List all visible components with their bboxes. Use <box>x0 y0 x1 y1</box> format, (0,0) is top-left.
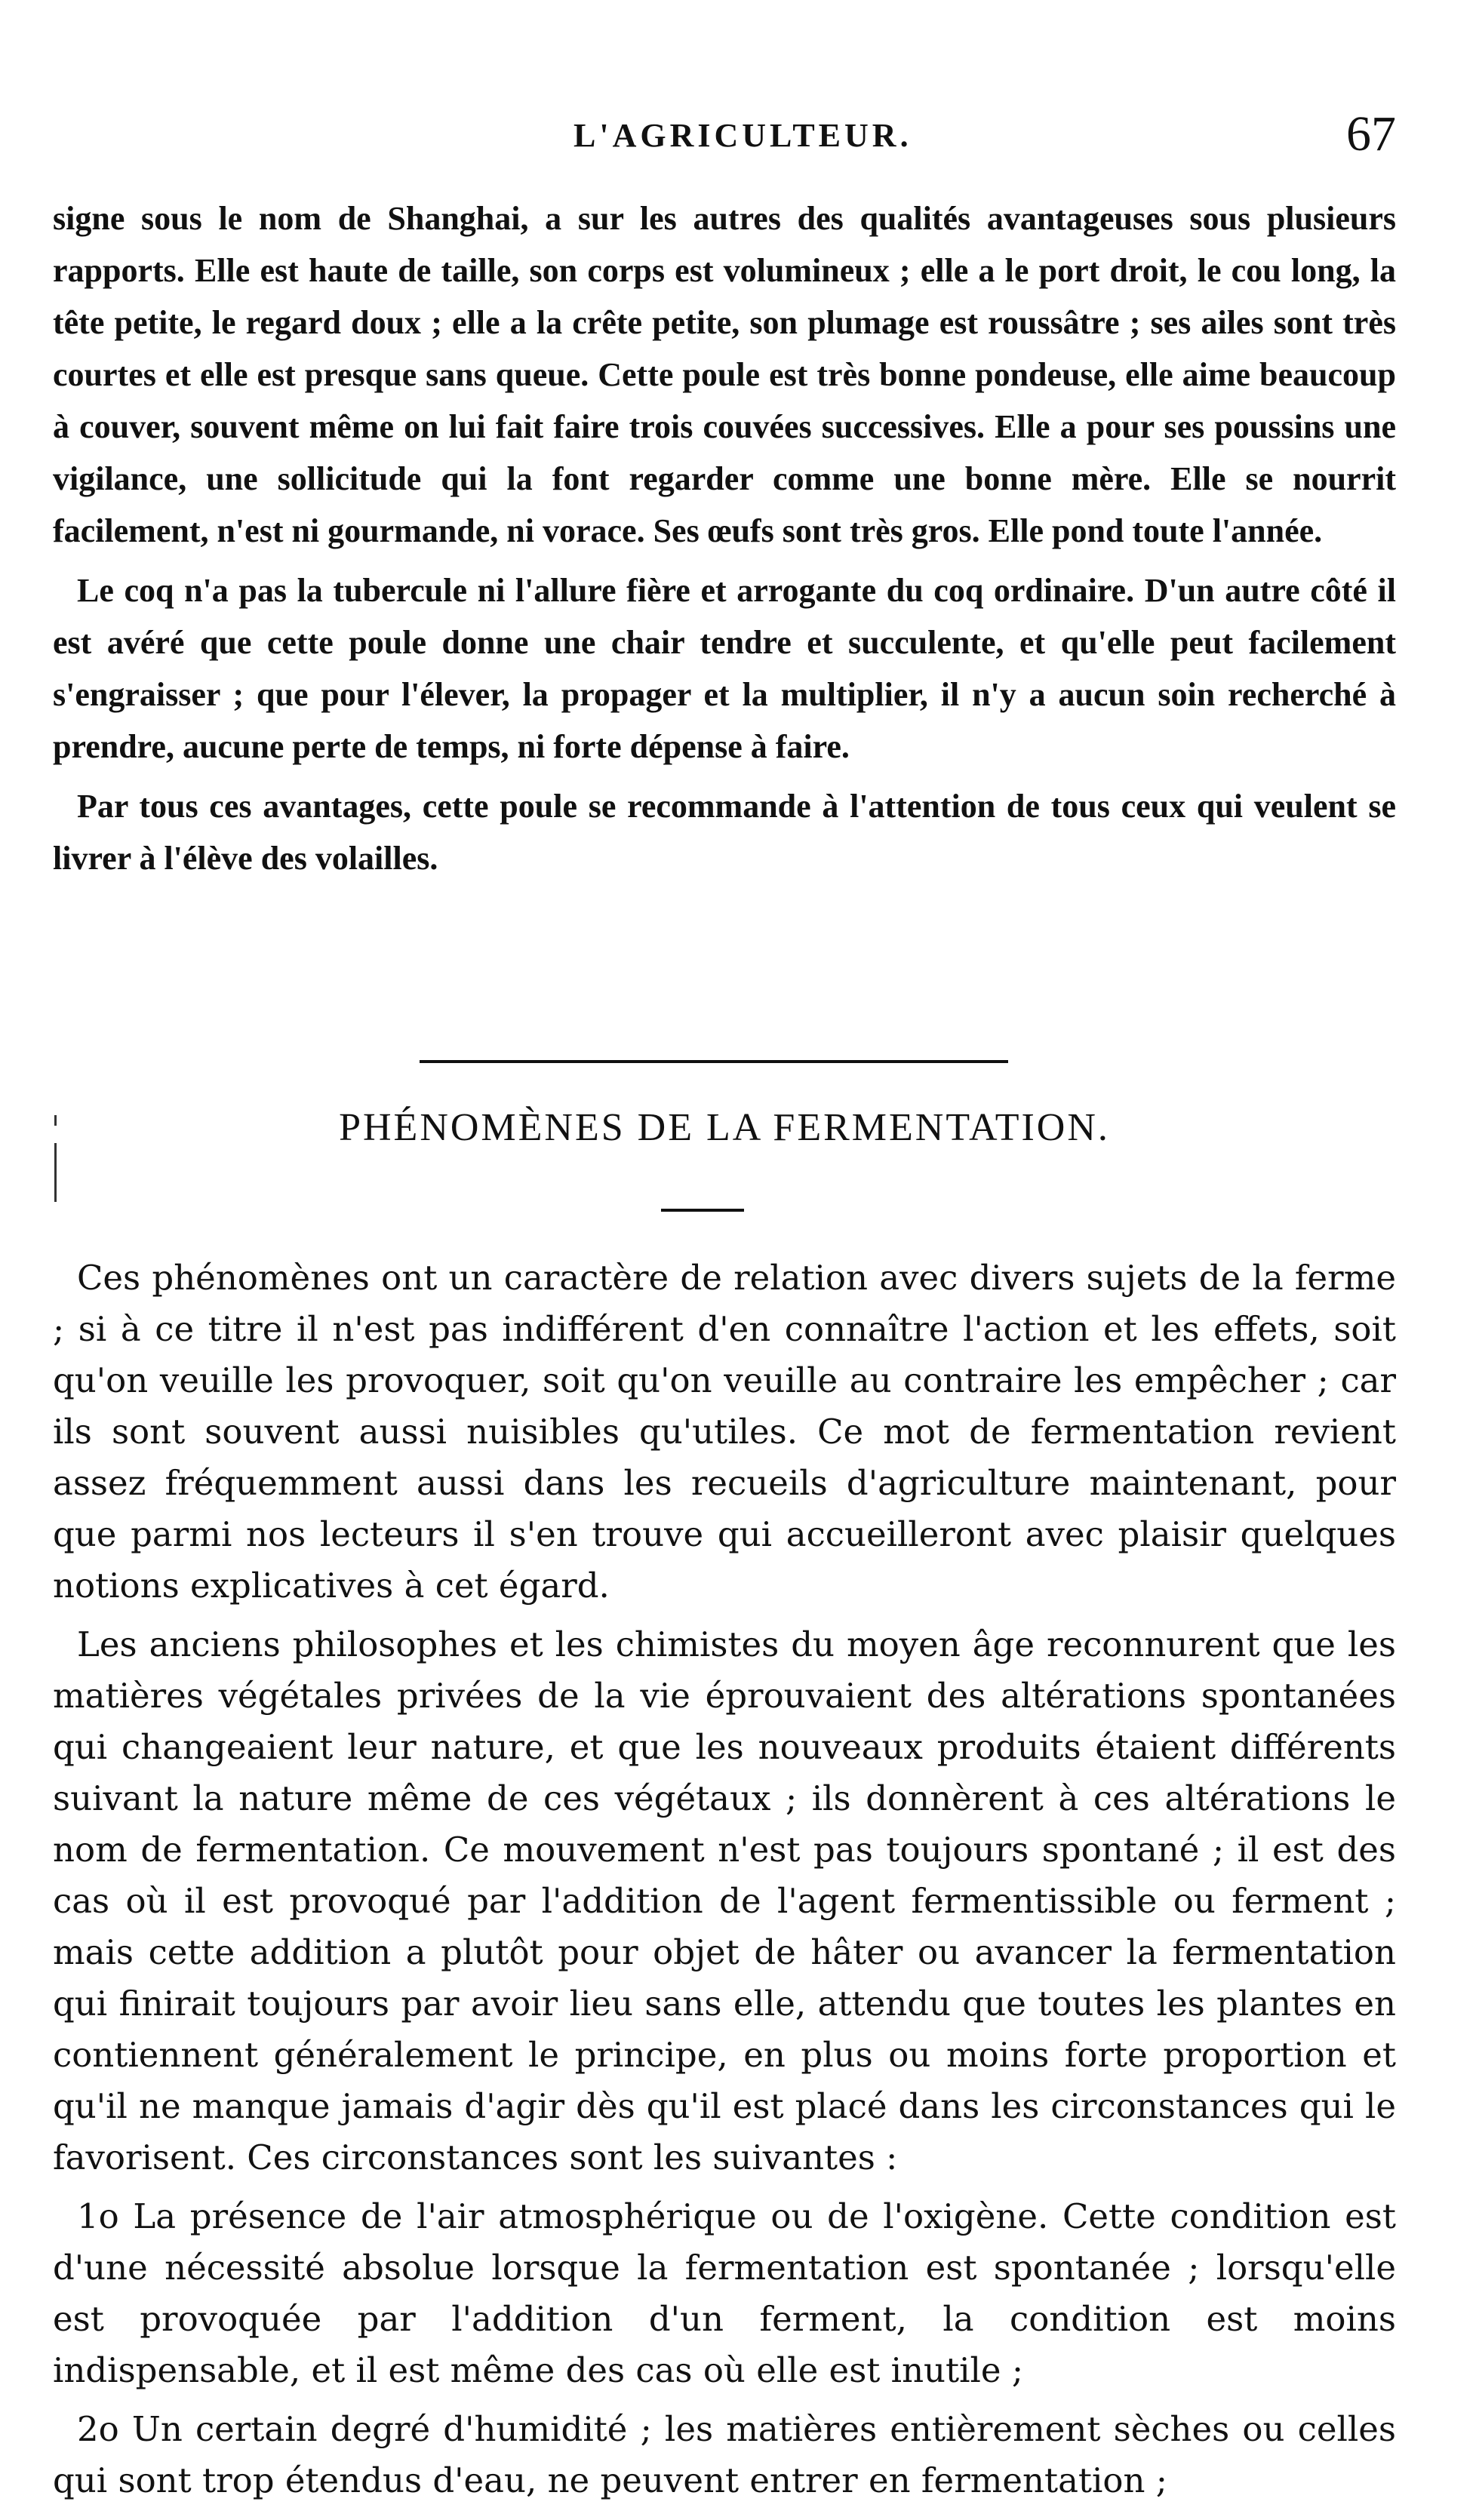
section-rule <box>420 1060 1008 1063</box>
title-rule <box>661 1209 744 1212</box>
paragraph: signe sous le nom de Shanghai, a sur les autres des qualités avantageuses sous plusieurs rapports. Elle est haute de taille, son corps est volumineux ; elle a le port droit, le cou long, la tête petite, le regard doux ; elle a la crête petite, son plumage est roussâtre ; ses ailes sont très courtes et elle est presque sans queue. Cette poule est très bonne pondeuse, elle aime beaucoup à couver, souvent même on lui fait faire trois couvées successives. Elle a pour ses poussins une vigilance, une sollicitude qui la font regarder comme une bonne mère. Elle se nourrit facilement, n'est ni gourmande, ni vorace. Ses œufs sont très gros. Elle pond toute l'année. <box>53 200 1396 549</box>
paragraph: 1o La présence de l'air atmosphérique ou de l'oxigène. Cette condition est d'une nécessité absolue lorsque la fermentation est spontanée ; lorsqu'elle est provoquée par l'addition d'un ferment, la condition est moins indispensable, et il est même des cas où elle est inutile ; <box>53 2196 1396 2390</box>
running-title: L'AGRICULTEUR. <box>573 117 912 154</box>
paragraph: Ces phénomènes ont un caractère de relation avec divers sujets de la ferme ; si à ce titre il n'est pas indifférent d'en connaître l'action et les effets, soit qu'on veuille les provoquer, soit qu'on veuille au contraire les empêcher ; car ils sont souvent aussi nuisibles qu'utiles. Ce mot de fermentation revient assez fréquemment aussi dans les recueils d'agriculture maintenant, pour que parmi nos lecteurs il s'en trouve qui accueilleront avec plaisir quelques notions explicatives à cet égard. <box>53 1258 1396 1606</box>
margin-mark <box>54 1143 57 1202</box>
margin-mark <box>54 1115 57 1126</box>
running-head <box>53 100 1396 160</box>
poultry-text <box>53 192 1396 892</box>
page-number: 67 <box>1346 106 1396 161</box>
paragraph: 2o Un certain degré d'humidité ; les matières entièrement sèches ou celles qui sont trop étendus d'eau, ne peuvent entrer en fermentation ; <box>53 2409 1396 2500</box>
paragraph: Le coq n'a pas la tubercule ni l'allure fière et arrogante du coq ordinaire. D'un autre côté il est avéré que cette poule donne une chair tendre et succulente, et qu'elle peut facilement s'engraisser ; que pour l'élever, la propager et la multiplier, il n'y a aucun soin recherché à prendre, aucune perte de temps, ni forte dépense à faire. <box>53 572 1396 765</box>
paragraph: Par tous ces avantages, cette poule se recommande à l'attention de tous ceux qui veulent se livrer à l'élève des volailles. <box>53 788 1396 877</box>
section-title: PHÉNOMÈNES DE LA FERMENTATION. <box>339 1106 1110 1149</box>
paragraph: Les anciens philosophes et les chimistes du moyen âge reconnurent que les matières végétales privées de la vie éprouvaient des altérations spontanées qui changeaient leur nature, et que les nouveaux produits étaient différents suivant la nature même de ces végétaux ; ils donnèrent à ces altérations le nom de fermentation. Ce mouvement n'est pas toujours spontané ; il est des cas où il est provoqué par l'addition de l'agent fermentissible ou ferment ; mais cette addition a plutôt pour objet de hâter ou avancer la fermentation qui finirait toujours par avoir lieu sans elle, attendu que toutes les plantes en contiennent généralement le principe, en plus ou moins forte proportion et qu'il ne manque jamais d'agir dès qu'il est placé dans les circonstances qui le favorisent. Ces circonstances sont les suivantes : <box>53 1624 1396 2177</box>
fermentation-text <box>53 1252 1396 2514</box>
